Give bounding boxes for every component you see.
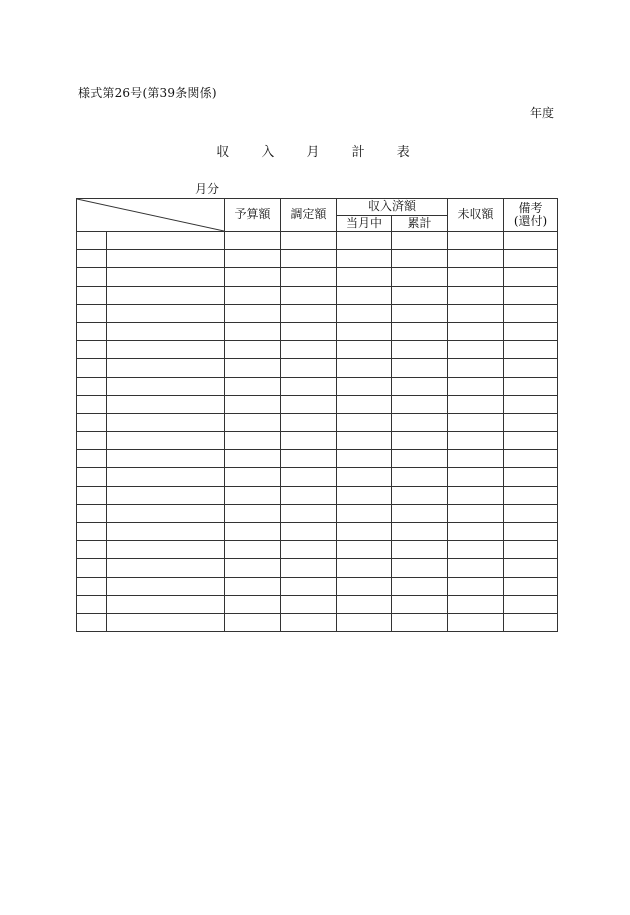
table-cell [337,322,392,340]
table-cell [448,523,504,541]
table-cell [448,468,504,486]
diagonal-line [77,199,224,231]
table-cell [337,523,392,541]
table-row [77,304,558,322]
table-row [77,613,558,631]
table-cell [392,595,448,613]
table-cell [225,504,281,522]
table-cell [392,541,448,559]
table-row [77,359,558,377]
table-cell [448,559,504,577]
table-cell [504,304,558,322]
table-cell [107,613,225,631]
table-cell [281,377,337,395]
table-cell [107,432,225,450]
table-cell [281,250,337,268]
table-cell [504,595,558,613]
table-cell [77,322,107,340]
header-budget: 予算額 [225,199,281,232]
table-cell [337,613,392,631]
table-cell [281,341,337,359]
table-cell [337,413,392,431]
table-cell [392,413,448,431]
table-cell [448,377,504,395]
table-cell [448,577,504,595]
table-cell [504,322,558,340]
table-cell [448,268,504,286]
table-cell [504,468,558,486]
table-cell [337,377,392,395]
table-cell [337,341,392,359]
table-cell [281,304,337,322]
header-received-group: 収入済額 [337,199,448,216]
table-cell [107,232,225,250]
table-cell [77,341,107,359]
table-cell [281,432,337,450]
table-row [77,577,558,595]
table-cell [107,341,225,359]
table-cell [77,232,107,250]
table-row [77,250,558,268]
table-cell [281,504,337,522]
table-cell [225,450,281,468]
table-cell [337,232,392,250]
table-row [77,486,558,504]
table-cell [107,450,225,468]
table-row [77,504,558,522]
table-row [77,286,558,304]
table-cell [77,559,107,577]
table-row [77,450,558,468]
table-cell [448,504,504,522]
table-cell [392,395,448,413]
table-cell [337,450,392,468]
table-row [77,377,558,395]
table-cell [281,359,337,377]
table-row [77,232,558,250]
table-row [77,341,558,359]
header-remarks [504,199,558,232]
table-cell [77,304,107,322]
table-cell [107,504,225,522]
table-cell [77,268,107,286]
table-cell [337,559,392,577]
table-cell [225,250,281,268]
table-cell [392,486,448,504]
table-cell [77,413,107,431]
table-cell [107,595,225,613]
table-row [77,395,558,413]
diagonal-header-cell [77,199,225,232]
table-cell [448,450,504,468]
table-cell [107,413,225,431]
table-row [77,268,558,286]
table-cell [225,595,281,613]
table-cell [225,486,281,504]
table-cell [448,250,504,268]
table-cell [77,377,107,395]
table-cell [337,577,392,595]
table-cell [392,232,448,250]
table-cell [225,377,281,395]
table-cell [77,359,107,377]
table-cell [77,577,107,595]
table-cell [107,250,225,268]
header-uncollected: 未収額 [448,199,504,232]
table-cell [392,359,448,377]
table-cell [504,250,558,268]
table-cell [337,286,392,304]
table-cell [448,613,504,631]
table-cell [77,613,107,631]
form-number: 様式第26号(第39条関係) [78,86,217,100]
table-cell [337,486,392,504]
table-cell [225,577,281,595]
table-cell [448,595,504,613]
table-cell [392,450,448,468]
table-cell [281,232,337,250]
header-received-cumulative: 累計 [392,216,448,232]
table-cell [337,595,392,613]
table-cell [504,432,558,450]
table-cell [77,432,107,450]
table-cell [107,486,225,504]
ledger-body [77,232,558,632]
table-cell [448,541,504,559]
table-cell [448,359,504,377]
table-cell [107,523,225,541]
table-cell [337,504,392,522]
table-row [77,432,558,450]
table-cell [392,286,448,304]
table-cell [107,577,225,595]
table-cell [225,286,281,304]
table-cell [392,341,448,359]
table-cell [392,577,448,595]
table-cell [392,377,448,395]
table-cell [504,504,558,522]
table-cell [448,395,504,413]
table-cell [504,377,558,395]
table-cell [77,286,107,304]
table-row [77,559,558,577]
table-cell [392,559,448,577]
table-cell [281,450,337,468]
table-cell [504,232,558,250]
table-cell [504,286,558,304]
document-title: 収 入 月 計 表 [216,145,424,160]
table-cell [107,268,225,286]
table-cell [337,250,392,268]
table-cell [77,595,107,613]
table-cell [281,559,337,577]
table-cell [107,359,225,377]
table-cell [392,613,448,631]
table-row [77,541,558,559]
table-cell [281,541,337,559]
table-cell [504,577,558,595]
table-cell [448,486,504,504]
table-cell [448,304,504,322]
table-cell [107,559,225,577]
table-cell [225,432,281,450]
table-cell [337,432,392,450]
table-row [77,523,558,541]
table-cell [281,486,337,504]
table-cell [225,232,281,250]
table-cell [107,395,225,413]
table-cell [504,450,558,468]
table-cell [225,359,281,377]
table-cell [392,304,448,322]
table-cell [504,413,558,431]
table-cell [225,523,281,541]
table-cell [225,541,281,559]
table-cell [337,541,392,559]
table-cell [281,468,337,486]
table-cell [337,395,392,413]
table-cell [281,577,337,595]
table-cell [281,413,337,431]
table-cell [107,304,225,322]
table-cell [77,395,107,413]
table-cell [337,359,392,377]
table-cell [337,304,392,322]
table-cell [392,504,448,522]
table-cell [392,523,448,541]
table-cell [448,341,504,359]
table-cell [77,541,107,559]
table-cell [392,322,448,340]
table-row [77,468,558,486]
table-row [77,595,558,613]
header-received-month: 当月中 [337,216,392,232]
table-cell [504,341,558,359]
table-cell [448,432,504,450]
table-cell [392,468,448,486]
header-remarks-line1: 備考 [518,200,543,215]
header-assessed: 調定額 [281,199,337,232]
table-cell [281,613,337,631]
table-cell [392,432,448,450]
table-cell [337,468,392,486]
table-cell [77,523,107,541]
table-cell [225,304,281,322]
header-remarks-line2: (還付) [513,214,548,228]
table-cell [448,232,504,250]
table-cell [504,486,558,504]
fiscal-year-label: 年度 [529,106,554,120]
table-cell [337,268,392,286]
table-cell [281,268,337,286]
table-cell [504,523,558,541]
table-cell [225,395,281,413]
table-cell [504,613,558,631]
table-cell [107,541,225,559]
table-cell [504,395,558,413]
table-cell [504,559,558,577]
table-cell [448,322,504,340]
table-cell [107,377,225,395]
table-cell [77,486,107,504]
table-cell [77,504,107,522]
table-cell [281,395,337,413]
table-cell [225,559,281,577]
table-cell [77,468,107,486]
revenue-ledger-table [76,198,558,632]
table-row [77,413,558,431]
table-cell [281,286,337,304]
month-label: 月分 [195,182,220,196]
table-cell [225,268,281,286]
table-cell [281,322,337,340]
table-cell [448,413,504,431]
table-cell [225,468,281,486]
table-cell [107,286,225,304]
table-cell [107,468,225,486]
table-cell [77,250,107,268]
table-cell [504,268,558,286]
table-cell [281,523,337,541]
table-cell [392,250,448,268]
table-cell [225,413,281,431]
table-cell [504,359,558,377]
table-cell [448,286,504,304]
table-cell [225,322,281,340]
table-cell [281,595,337,613]
table-cell [392,268,448,286]
table-cell [107,322,225,340]
table-cell [225,613,281,631]
table-cell [77,450,107,468]
table-cell [504,541,558,559]
table-row [77,322,558,340]
table-cell [225,341,281,359]
